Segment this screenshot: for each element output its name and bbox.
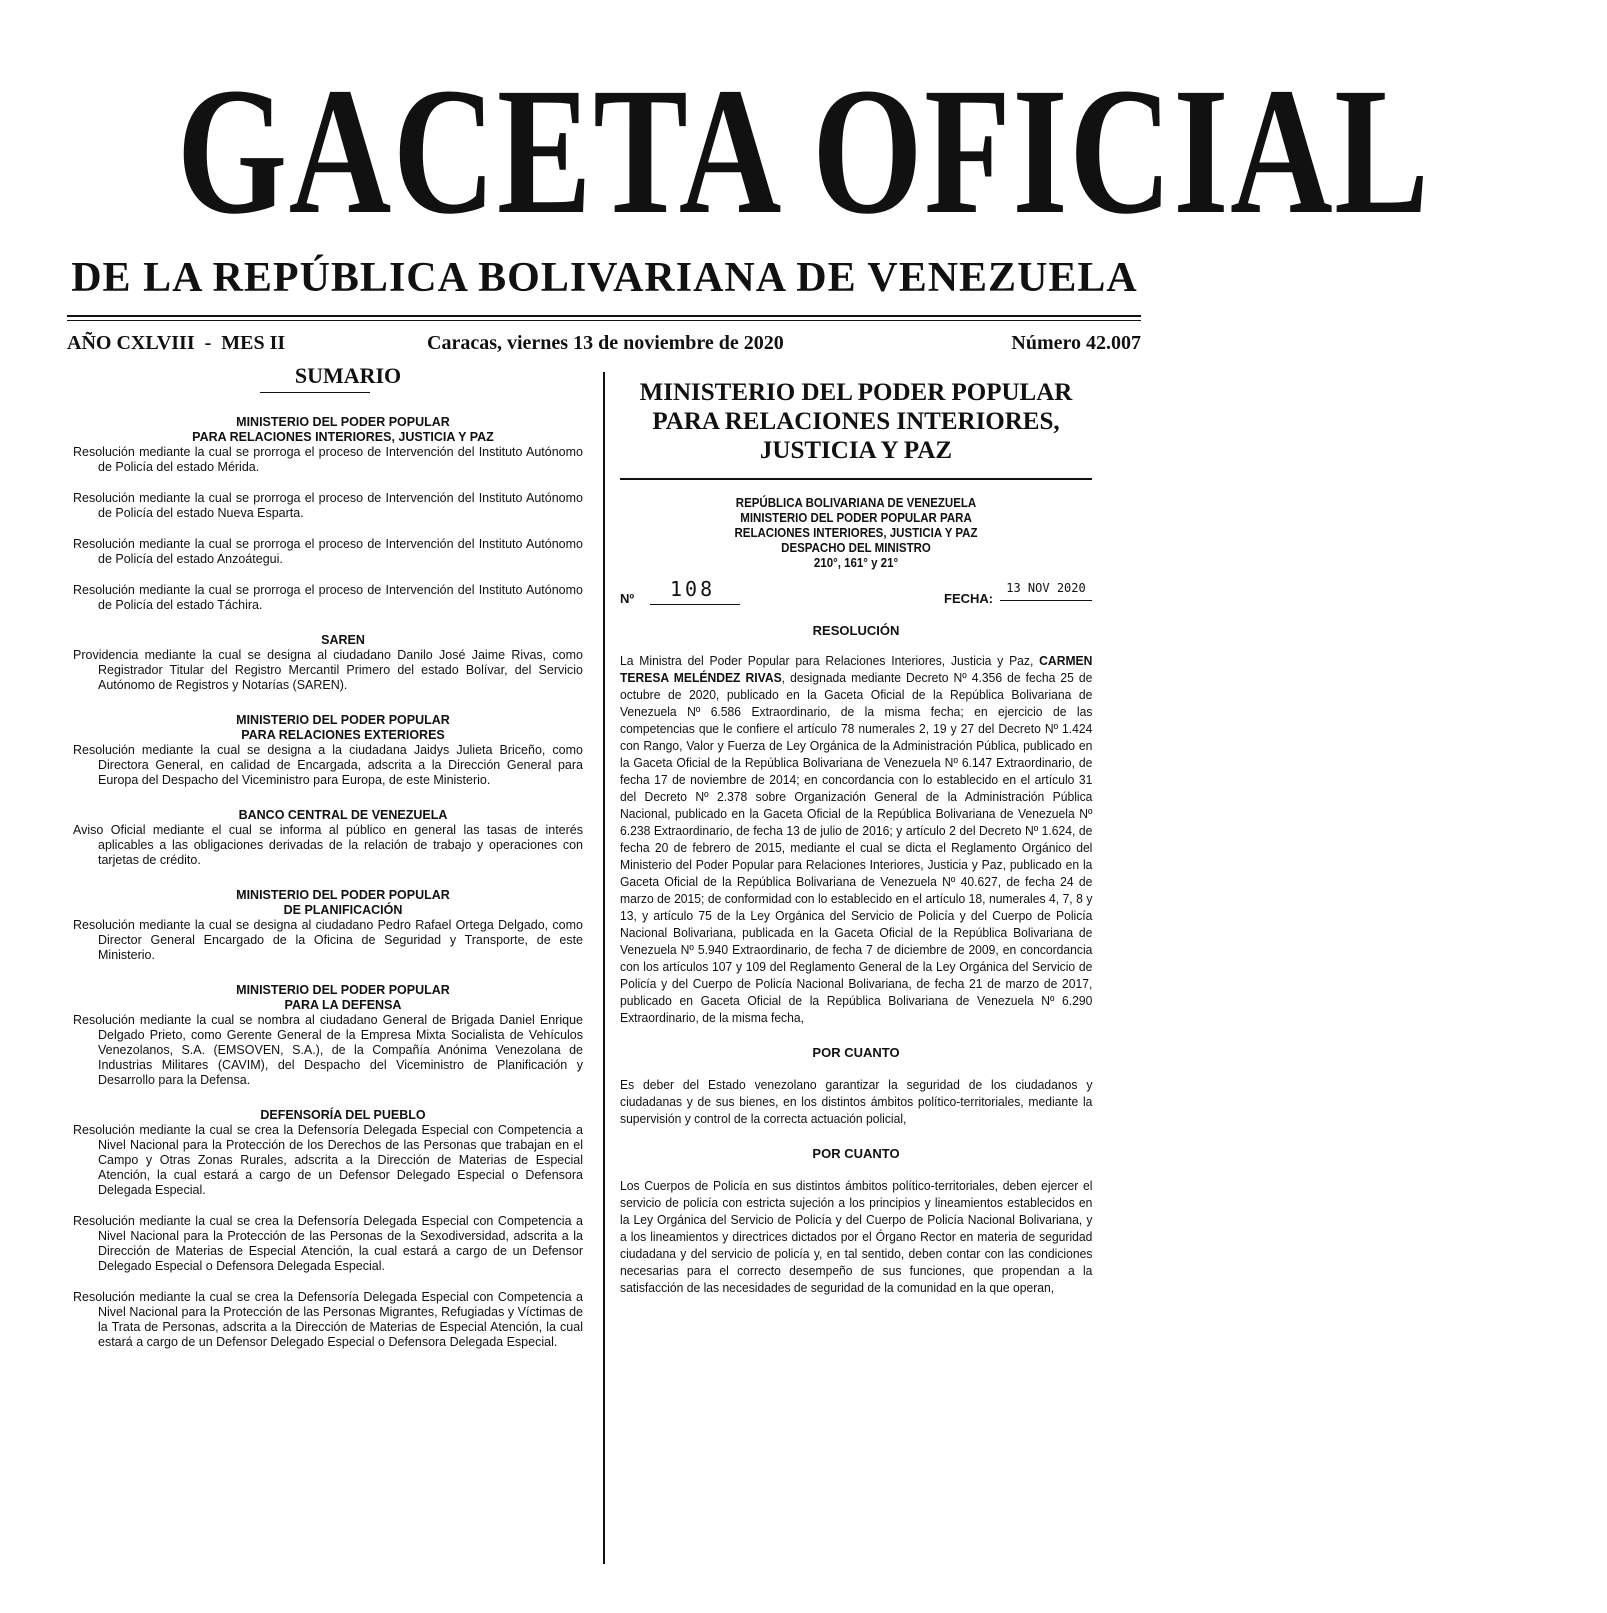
- number-value: 108: [650, 577, 740, 605]
- por-cuanto-heading: POR CUANTO: [812, 1146, 900, 1161]
- section-title: SAREN: [321, 633, 365, 647]
- sumario-title: SUMARIO: [294, 363, 402, 388]
- sumario-entry: Resolución mediante la cual se prorroga el proceso de Intervención del Instituto Autónomo de Policía del estado Táchira.: [73, 583, 583, 612]
- issue-number: Número 42.007: [1011, 332, 1141, 354]
- column-divider: [603, 372, 605, 1564]
- preamble-intro: La Ministra del Poder Popular para Relaciones Interiores, Justicia y Paz,: [620, 654, 1040, 668]
- por-cuanto-paragraph: Los Cuerpos de Policía en sus distintos ámbitos político-territoriales, deben ejercer el servicio de policía con estricta sujeción a los principios y lineamientos establecidos en la Ley Orgánica del Servicio de Policía y del Cuerpo de Policía Nacional Bolivariana, y a los lineamientos y directrices dictados por el Órgano Rector en materia de seguridad ciudadana y del servicio de policía y, en tal sentido, deben contar con las condiciones necesarias para el correcto desempeño de sus funciones, que propendan a la satisfacción de las necesidades de seguridad de la comunidad en la que operan,: [620, 1179, 1093, 1295]
- ministry-title: MINISTERIO DEL PODER POPULAR PARA RELACIONES INTERIORES, JUSTICIA Y PAZ: [639, 379, 1073, 464]
- dateline: [67, 327, 1141, 359]
- sumario-entry: Resolución mediante la cual se prorroga el proceso de Intervención del Instituto Autónomo de Policía del estado Nueva Esparta.: [73, 491, 583, 520]
- sumario-entry: Resolución mediante la cual se crea la Defensoría Delegada Especial con Competencia a Nivel Nacional para la Protección de los Derechos de las Personas que trabajan en el Campo y Otras Zonas Rurales, adscrita a la Dirección de Materias de Especial Atención, la cual estará a cargo de un Defensor Delegado Especial o Defensora Delegada Especial.: [73, 1123, 583, 1197]
- section-title: MINISTERIO DEL PODER POPULAR PARA RELACIONES EXTERIORES: [236, 713, 450, 742]
- sumario-entry: Aviso Oficial mediante el cual se informa al público en general las tasas de interés aplicables a las obligaciones derivadas de la relación de trabajo y operaciones con tarjetas de crédito.: [73, 823, 583, 867]
- header-rule-top: [67, 315, 1141, 317]
- section-title: BANCO CENTRAL DE VENEZUELA: [238, 808, 448, 822]
- resolution-column: [620, 378, 1092, 1297]
- section-title: MINISTERIO DEL PODER POPULAR DE PLANIFICACIÓN: [236, 888, 450, 917]
- por-cuanto-heading: POR CUANTO: [812, 1045, 900, 1060]
- issue-date: Caracas, viernes 13 de noviembre de 2020: [427, 332, 784, 354]
- sumario-entry: Resolución mediante la cual se prorroga el proceso de Intervención del Instituto Autónomo de Policía del estado Mérida.: [73, 445, 583, 474]
- section-title: DEFENSORÍA DEL PUEBLO: [260, 1108, 426, 1122]
- preamble-paragraph: [620, 653, 1092, 1027]
- resolution-number-row: [620, 577, 1092, 613]
- sumario-underline: [260, 392, 370, 393]
- masthead: [0, 51, 1431, 252]
- resolution-title: RESOLUCIÓN: [812, 623, 900, 638]
- ministry-title-rule: [620, 478, 1092, 480]
- sumario-entry: Resolución mediante la cual se designa a la ciudadana Jaidys Julieta Briceño, como Directora General, en calidad de Encargada, adscrita a la Dirección General para Europa del Despacho del Viceministro para Europa, de este Ministerio.: [73, 743, 583, 787]
- header-rule-bottom: [67, 320, 1141, 321]
- masthead-title: GACETA OFICIAL: [176, 51, 1431, 252]
- preamble-body: , designada mediante Decreto Nº 4.356 de fecha 25 de octubre de 2020, publicado en la Gaceta Oficial de la República Bolivariana de Venezuela Nº 6.586 Extraordinario, de la misma fecha; en ejercicio de las competencias que le confiere el artículo 78 numerales 2, 19 y 27 del Decreto Nº 1.424 con Rango, Valor y Fuerza de Ley Orgánica de la Administración Pública, publicado en la Gaceta Oficial de la República Bolivariana de Venezuela Nº 6.147 Extraordinario, de fecha 17 de noviembre de 2014; en concordancia con lo establecido en el artículo 31 del Decreto Nº 2.378 sobre Organización General de la Administración Pública Nacional, publicado en la Gaceta Oficial de la República Bolivariana de Venezuela Nº 6.238 Extraordinario, de fecha 13 de julio de 2016; y artículo 2 del Decreto Nº 1.624, de fecha 20 de febrero de 2015, mediante el cual se dicta el Reglamento Orgánico del Ministerio del Poder Popular para Relaciones Interiores, Justicia y Paz, publicado en la Gaceta Oficial de la República Bolivariana de Venezuela Nº 40.627, de fecha 24 de marzo de 2015; de conformidad con lo establecido en el artículo 18, numerales 4, 7, 8 y 13, y artículo 75 de la Ley Orgánica del Servicio de Policía y del Cuerpo de Policía Nacional Bolivariana, publicada en la Gaceta Oficial de la República Bolivariana de Venezuela Nº 5.940 Extraordinario, de fecha 7 de diciembre de 2009, en concordancia con los artículos 107 y 109 del Reglamento General de la Ley Orgánica del Servicio de Policía y del Cuerpo de Policía Nacional Bolivariana, de fecha 21 de marzo de 2017, publicado en Gaceta Oficial de la República Bolivariana de Venezuela Nº 6.290 Extraordinario, de la misma fecha,: [620, 671, 1093, 1025]
- sumario-entry: Resolución mediante la cual se crea la Defensoría Delegada Especial con Competencia a Nivel Nacional para la Protección de las Personas de la Sexodiversidad, adscrita a la Dirección de Materias de Especial Atención, la cual estará a cargo de un Defensor Delegado Especial o Defensora Delegada Especial.: [73, 1214, 583, 1273]
- sumario-column: [73, 362, 583, 1350]
- date-label: FECHA:: [944, 591, 994, 606]
- number-label: Nº: [620, 591, 635, 606]
- sumario-entry: Resolución mediante la cual se crea la Defensoría Delegada Especial con Competencia a Nivel Nacional para la Protección de las Personas Migrantes, Refugiadas y Víctimas de la Trata de Personas, adscrita a la Dirección de Materias de Especial Atención, la cual estará a cargo de un Defensor Delegado Especial o Defensora Delegada Especial.: [73, 1290, 583, 1349]
- minister-name: CARMEN TERESA MELÉNDEZ RIVAS: [620, 654, 1093, 685]
- sumario-entry: Resolución mediante la cual se designa al ciudadano Pedro Rafael Ortega Delgado, como Director General Encargado de la Oficina de Seguridad y Transporte, de este Ministerio.: [73, 918, 583, 962]
- por-cuanto-paragraph: Es deber del Estado venezolano garantizar la seguridad de los ciudadanos y ciudadanas y de sus bienes, en los distintos ámbitos político-territoriales, mediante la supervisión y control de la correcta actuación policial,: [620, 1078, 1093, 1126]
- date-stamp: 13 NOV 2020: [1000, 577, 1092, 601]
- letterhead-block: REPÚBLICA BOLIVARIANA DE VENEZUELA MINISTERIO DEL PODER POPULAR PARA RELACIONES INTERIORES, JUSTICIA Y PAZ DESPACHO DEL MINISTRO 210°, 161° y 21°: [734, 496, 978, 570]
- sumario-entry: Resolución mediante la cual se nombra al ciudadano General de Brigada Daniel Enrique Delgado Prieto, como Gerente General de la Empresa Mixta Socialista de Vehículos Venezolanos, S.A. (EMSOVEN, S.A.), de la Compañía Anónima Venezolana de Industrias Militares (CAVIM), del Despacho del Viceministro de Planificación y Desarrollo para la Defensa.: [73, 1013, 583, 1087]
- masthead-subtitle: DE LA REPÚBLICA BOLIVARIANA DE VENEZUELA: [71, 255, 1138, 301]
- sumario-entry: Resolución mediante la cual se prorroga el proceso de Intervención del Instituto Autónomo de Policía del estado Anzoátegui.: [73, 537, 583, 566]
- section-title: MINISTERIO DEL PODER POPULAR PARA LA DEFENSA: [236, 983, 450, 1012]
- issue-year: AÑO CXLVIII - MES II: [67, 332, 286, 354]
- sumario-entry: Providencia mediante la cual se designa al ciudadano Danilo José Jaime Rivas, como Registrador Titular del Registro Mercantil Primero del estado Bolívar, del Servicio Autónomo de Registros y Notarías (SAREN).: [73, 648, 583, 692]
- section-title: MINISTERIO DEL PODER POPULAR PARA RELACIONES INTERIORES, JUSTICIA Y PAZ: [192, 415, 494, 444]
